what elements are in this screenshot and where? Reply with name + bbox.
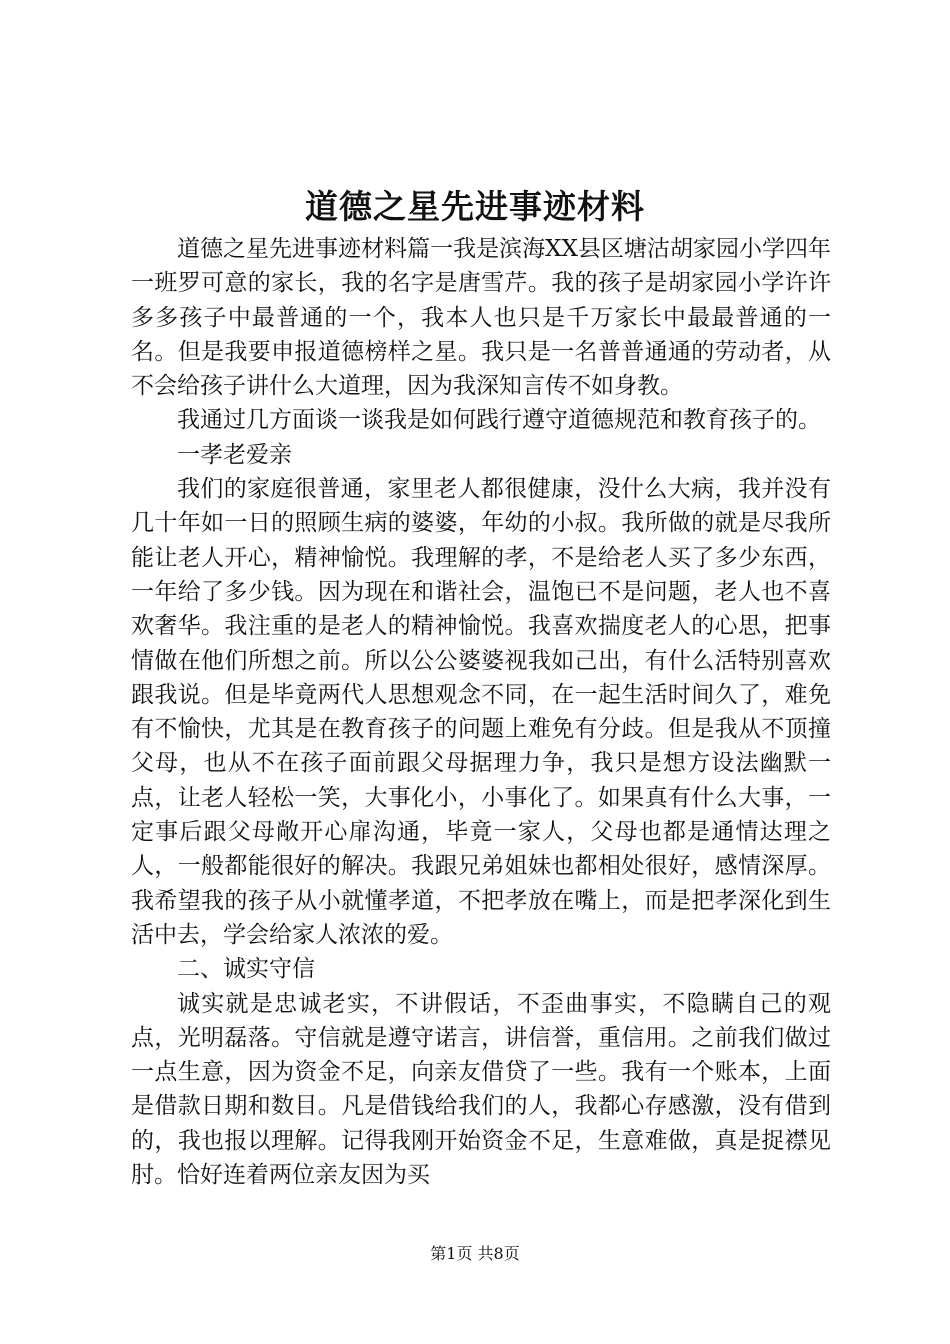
document-title: 道德之星先进事迹材料 (305, 187, 645, 226)
document-body (131, 232, 831, 1192)
section-heading-honesty: 二、诚实守信 (177, 956, 315, 983)
paragraph-filial-piety: 我们的家庭很普通，家里老人都很健康，没什么大病，我并没有几十年如一日的照顾生病的婆婆，年幼的小叔。我所做的就是尽我所能让老人开心，精神愉悦。我理解的孝，不是给老人买了多少东西，一年给了多少钱。因为现在和谐社会，温饱已不是问题，老人也不喜欢奢华。我注重的是老人的精神愉悦。我喜欢揣度老人的心思，把事情做在他们所想之前。所以公公婆婆视我如己出，有什么活特别喜欢跟我说。但是毕竟两代人思想观念不同，在一起生活时间久了，难免有不愉快，尤其是在教育孩子的问题上难免有分歧。但是我从不顶撞父母，也从不在孩子面前跟父母据理力争，我只是想方设法幽默一点，让老人轻松一笑，大事化小，小事化了。如果真有什么大事，一定事后跟父母敞开心扉沟通，毕竟一家人，父母也都是通情达理之人，一般都能很好的解决。我跟兄弟姐妹也都相处很好，感情深厚。我希望我的孩子从小就懂孝道，不把孝放在嘴上，而是把孝深化到生活中去，学会给家人浓浓的爱。 (131, 476, 831, 948)
paragraph-overview: 我通过几方面谈一谈我是如何践行遵守道德规范和教育孩子的。 (177, 407, 821, 434)
paragraph-honesty: 诚实就是忠诚老实，不讲假话，不歪曲事实，不隐瞒自己的观点，光明磊落。守信就是遵守诺言，讲信誉，重信用。之前我们做过一点生意，因为资金不足，向亲友借贷了一些。我有一个账本，上面是借款日期和数目。凡是借钱给我们的人，我都心存感激，没有借到的，我也报以理解。记得我刚开始资金不足，生意难做，真是捉襟见肘。恰好连着两位亲友因为买 (131, 990, 831, 1189)
section-heading-filial-piety: 一孝老爱亲 (177, 441, 292, 468)
paragraph-intro: 道德之星先进事迹材料篇一我是滨海XX县区塘沽胡家园小学四年一班罗可意的家长，我的名字是唐雪芹。我的孩子是胡家园小学许许多多孩子中最普通的一个，我本人也只是千万家长中最最普通的一名。但是我要申报道德榜样之星。我只是一名普普通通的劳动者，从不会给孩子讲什么大道理，因为我深知言传不如身教。 (131, 236, 831, 400)
page-footer: 第1页 共8页 (430, 1244, 520, 1263)
